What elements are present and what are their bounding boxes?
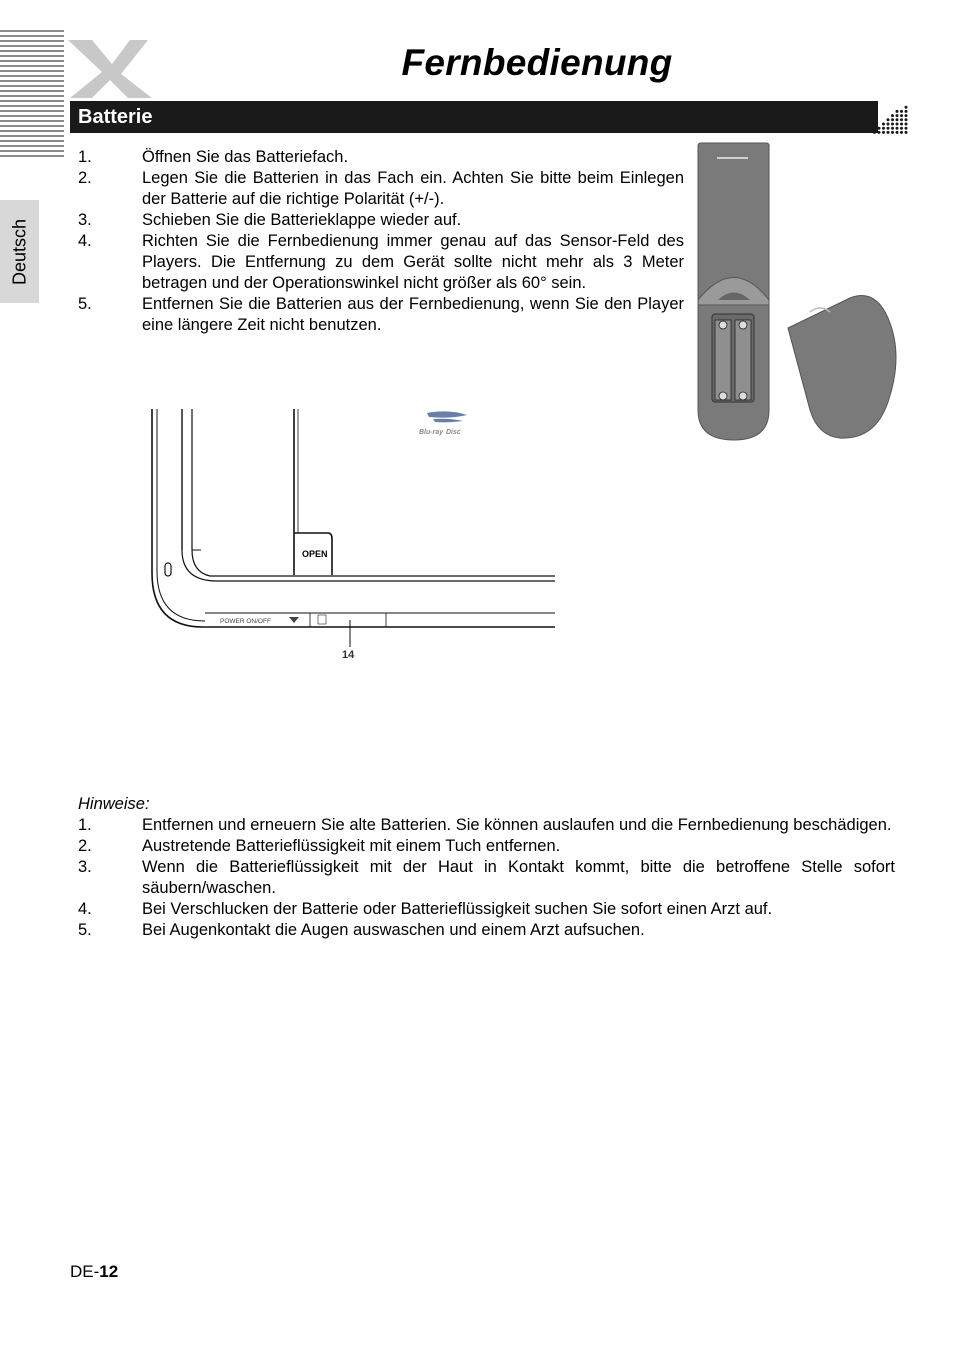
language-tab-label: Deutsch — [9, 218, 30, 286]
item-text: Entfernen Sie die Batterien aus der Fernbedienung, wenn Sie den Player eine längere Zeit nicht benutzen. — [142, 295, 684, 334]
dot — [900, 123, 903, 126]
dot — [891, 131, 894, 134]
section-header-bar — [70, 101, 878, 133]
list-item — [78, 899, 895, 920]
dot — [905, 106, 908, 109]
page-number-value: 12 — [99, 1262, 119, 1281]
section-title: Batterie — [78, 106, 153, 128]
dot — [900, 110, 903, 113]
dot — [882, 131, 885, 134]
dot — [882, 127, 885, 130]
list-item — [78, 210, 684, 231]
dot — [905, 118, 908, 121]
list-item — [78, 920, 895, 941]
item-number: 2. — [78, 169, 92, 187]
dot — [905, 114, 908, 117]
dot — [891, 123, 894, 126]
list-item — [78, 815, 895, 836]
open-label: OPEN — [302, 549, 328, 559]
notes-label: Hinweise: — [78, 795, 150, 813]
svg-text:Blu-ray: Blu-ray — [419, 429, 444, 436]
dot — [878, 127, 881, 130]
item-number: 5. — [78, 295, 92, 313]
dot — [900, 127, 903, 130]
remote-battery-illustration — [690, 140, 905, 445]
dot — [887, 131, 890, 134]
item-number: 5. — [78, 921, 92, 939]
item-text: Schieben Sie die Batterieklappe wieder auf. — [142, 211, 462, 229]
dot — [896, 127, 899, 130]
item-number: 3. — [78, 858, 92, 876]
list-item — [78, 231, 684, 294]
dot — [905, 123, 908, 126]
item-number: 1. — [78, 816, 92, 834]
list-item — [78, 147, 684, 168]
dot — [905, 131, 908, 134]
dot — [896, 110, 899, 113]
dot — [900, 114, 903, 117]
item-text: Öffnen Sie das Batteriefach. — [142, 148, 349, 166]
page-prefix: DE- — [70, 1262, 100, 1281]
dot — [873, 131, 876, 134]
notes-list — [78, 815, 895, 941]
dot — [905, 127, 908, 130]
dot — [900, 118, 903, 121]
dot — [891, 118, 894, 121]
item-text: Bei Augenkontakt die Augen auswaschen und einem Arzt aufsuchen. — [142, 921, 645, 939]
item-text: Wenn die Batterieflüssigkeit mit der Haut in Kontakt kommt, bitte die betroffene Stelle sofort säubern/waschen. — [142, 858, 895, 897]
list-item — [78, 836, 895, 857]
page-number — [70, 1262, 118, 1282]
dot — [887, 118, 890, 121]
dot — [900, 131, 903, 134]
list-item — [78, 294, 684, 336]
item-number: 4. — [78, 900, 92, 918]
item-text: Legen Sie die Batterien in das Fach ein. Achten Sie bitte beim Einlegen der Batterie auf die richtige Polarität (+/-). — [142, 169, 684, 208]
dot-pattern-icon — [868, 101, 910, 135]
sensor-icon — [318, 615, 326, 624]
dot — [891, 114, 894, 117]
item-number: 4. — [78, 232, 92, 250]
item-number: 1. — [78, 148, 92, 166]
language-tab — [0, 200, 39, 303]
item-number: 2. — [78, 837, 92, 855]
dot — [896, 114, 899, 117]
dot — [891, 127, 894, 130]
item-text: Richten Sie die Fernbedienung immer genau auf das Sensor-Feld des Players. Die Entfernung zu dem Gerät sollte nicht mehr als 3 Meter betragen und der Operationswinkel nicht größer als 60° sein. — [142, 232, 684, 292]
triangle-down-icon — [289, 617, 299, 623]
dot — [905, 110, 908, 113]
power-label: POWER ON/OFF — [220, 618, 271, 625]
dot — [887, 123, 890, 126]
list-item — [78, 857, 895, 899]
svg-text:Disc: Disc — [446, 429, 461, 436]
list-item — [78, 168, 684, 210]
dot — [896, 123, 899, 126]
item-text: Austretende Batterieflüssigkeit mit einem Tuch entfernen. — [142, 837, 561, 855]
callout-number: 14 — [342, 649, 355, 661]
item-text: Entfernen und erneuern Sie alte Batterien. Sie können auslaufen und die Fernbedienung beschädigen. — [142, 816, 892, 834]
dot — [878, 131, 881, 134]
dot — [887, 127, 890, 130]
bluray-disc-logo-icon — [419, 411, 467, 436]
dot — [896, 131, 899, 134]
dot — [896, 118, 899, 121]
dot — [882, 123, 885, 126]
item-text: Bei Verschlucken der Batterie oder Batterieflüssigkeit suchen Sie sofort einen Arzt auf. — [142, 900, 773, 918]
page-title: Fernbedienung — [401, 42, 673, 83]
battery-steps-list — [78, 147, 684, 336]
player-front-panel-illustration — [145, 405, 557, 667]
item-number: 3. — [78, 211, 92, 229]
